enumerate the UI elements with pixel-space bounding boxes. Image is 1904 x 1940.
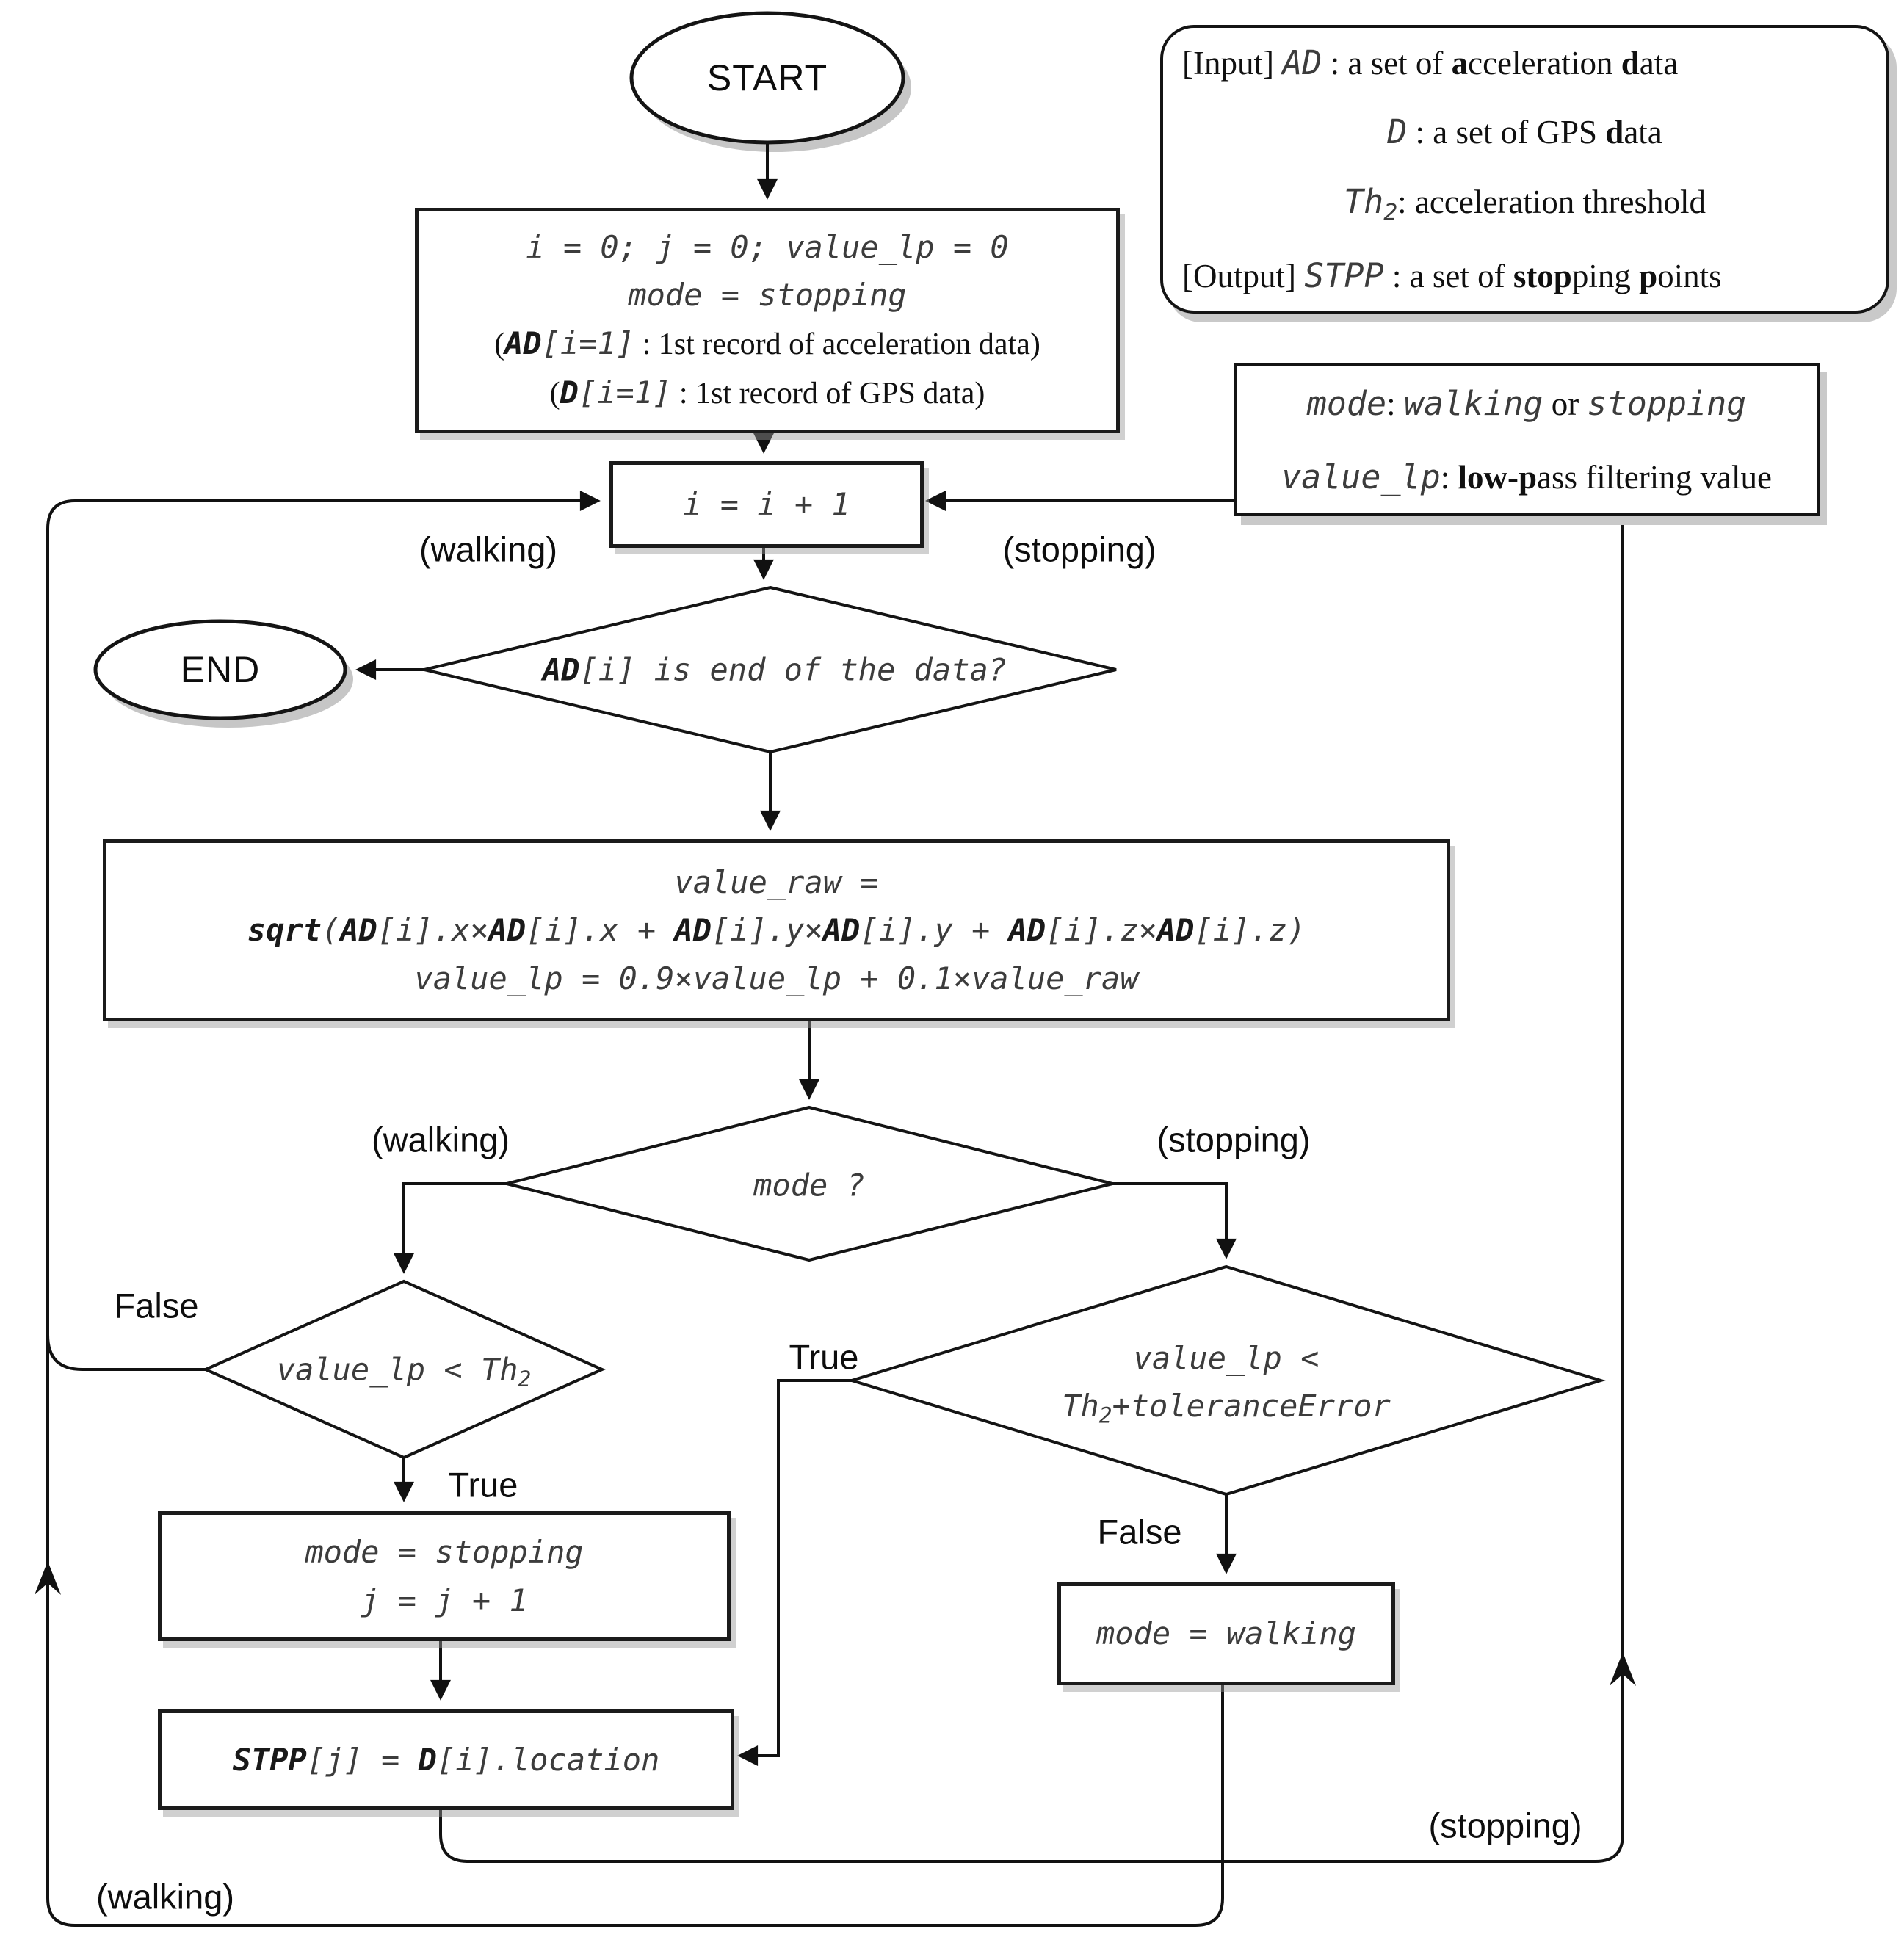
walking-top-label: (walking) — [419, 529, 558, 569]
io-legend-box — [1160, 25, 1889, 314]
edge-mode-walking-branch — [404, 1184, 507, 1271]
io-legend-input-line: [Input] AD : a set of acceleration data — [1182, 43, 1679, 82]
threshold-false-label: False — [114, 1286, 199, 1325]
stopping-top-label: (stopping) — [1002, 529, 1156, 569]
start-label: START — [706, 57, 828, 98]
tolerance-check-line1: value_lp < — [1133, 1339, 1320, 1376]
end-label: END — [180, 649, 261, 690]
variables-legend-valuelp-line: value_lp: low-pass filtering value — [1281, 457, 1772, 496]
save-point-text: STPP[j] = D[i].location — [232, 1741, 660, 1778]
compute-box — [103, 839, 1450, 1021]
mode-check-text: mode ? — [753, 1167, 865, 1204]
io-legend-output-line: [Output] STPP : a set of stopping points — [1182, 256, 1722, 296]
set-stopping-line1: mode = stopping — [305, 1534, 584, 1571]
edge-threshold-false-join — [48, 1335, 206, 1369]
io-legend-threshold-line: $Th_2$: acceleration threshold — [1344, 182, 1706, 226]
edge-tolerance-true — [740, 1380, 852, 1756]
increment-text: i = i + 1 — [683, 486, 850, 523]
io-legend-gps-line: D : a set of GPS data — [1387, 112, 1662, 152]
init-line4: (D[i=1] : 1st record of GPS data) — [549, 374, 985, 410]
compute-line1: value_raw = — [674, 864, 879, 901]
init-line1: i = 0; j = 0; value_lp = 0 — [526, 229, 1009, 266]
variables-legend-mode-line: mode: walking or stopping — [1306, 383, 1747, 423]
compute-line2: sqrt(AD[i].x×AD[i].x + AD[i].y×AD[i].y + AD[i].z×AD[i].z) — [247, 912, 1306, 949]
edge-mode-stopping-branch — [1112, 1184, 1226, 1256]
set-stopping-line2: j = j + 1 — [361, 1582, 528, 1618]
set-walking-text: mode = walking — [1096, 1615, 1356, 1652]
tolerance-check-line2: $Th_2+toleranceError$ — [1062, 1387, 1391, 1428]
threshold-true-label: True — [448, 1465, 518, 1505]
stopping-branch-label: (stopping) — [1156, 1120, 1311, 1159]
increment-box — [609, 461, 924, 548]
save-point-box — [158, 1709, 734, 1810]
init-box — [415, 208, 1120, 433]
init-line2: mode = stopping — [628, 277, 907, 314]
variables-legend-box — [1234, 363, 1820, 516]
set-walking-box — [1057, 1582, 1395, 1685]
init-line3: (AD[i=1] : 1st record of acceleration data) — [494, 325, 1040, 361]
walking-branch-label: (walking) — [371, 1120, 510, 1159]
compute-line3: value_lp = 0.9×value_lp + 0.1×value_raw — [414, 960, 1139, 996]
tolerance-check-text — [1062, 1334, 1391, 1433]
end-check-text: AD[i] is end of the data? — [542, 651, 1007, 688]
tolerance-true-label: True — [789, 1337, 859, 1377]
threshold-check-text: value_lp < $Th_2$ — [276, 1351, 532, 1392]
tolerance-false-label: False — [1097, 1512, 1182, 1552]
set-stopping-box — [158, 1511, 731, 1641]
stopping-bottom-label: (stopping) — [1428, 1806, 1582, 1845]
walking-bottom-label: (walking) — [95, 1877, 235, 1917]
